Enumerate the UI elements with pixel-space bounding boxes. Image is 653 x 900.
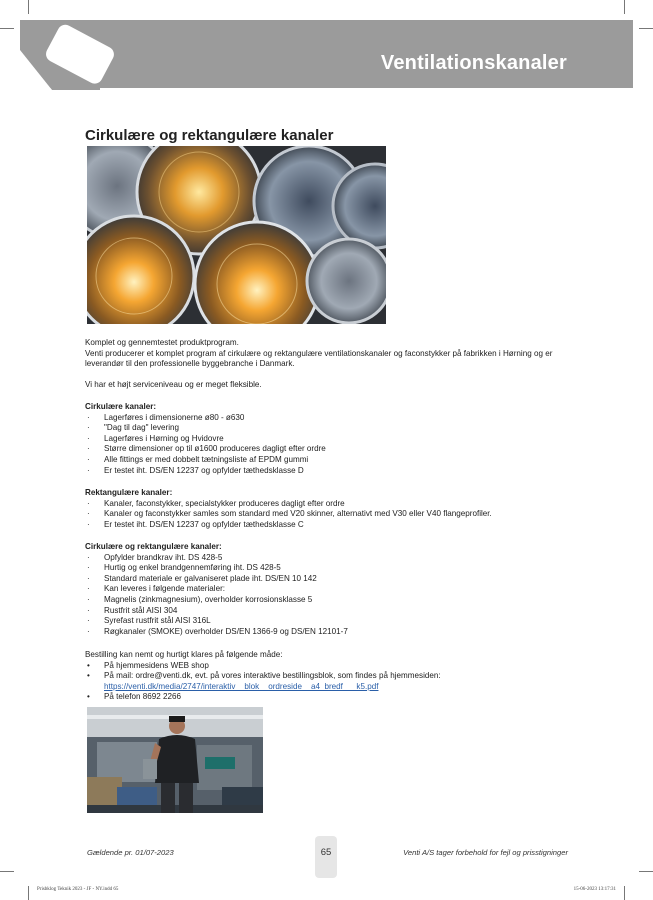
- ordering-intro: Bestilling kan nemt og hurtigt klares på følgende måde:: [85, 650, 283, 659]
- circular-section: [85, 402, 565, 476]
- list-item: · "Dag til dag" levering: [85, 423, 565, 434]
- ordering-mail: [85, 671, 565, 692]
- crop-mark: [624, 0, 625, 14]
- header-title: Ventilationskanaler: [380, 52, 567, 74]
- list-item: · Større dimensioner op til ø1600 produceres dagligt efter ordre: [85, 444, 565, 455]
- order-form-link[interactable]: https://venti.dk/media/2747/interaktiv__blok__ordreside__a4_bredf___k5.pdf: [104, 681, 379, 691]
- list-item: · Lagerføres i dimensionerne ø80 - ø630: [85, 413, 565, 424]
- section-title: Cirkulære og rektangulære kanaler: [85, 127, 334, 144]
- list-item: · Lagerføres i Hørning og Hvidovre: [85, 434, 565, 445]
- rectangular-section: [85, 488, 565, 530]
- crop-mark: [639, 871, 653, 872]
- print-slug-timestamp: 15-06-2023 13:17:31: [573, 887, 616, 892]
- crop-mark: [0, 28, 14, 29]
- circular-heading: Cirkulære kanaler:: [85, 402, 157, 411]
- page-number: 65: [320, 847, 332, 858]
- ordering-phone: [85, 692, 565, 703]
- footer-validity: Gældende pr. 01/07-2023: [87, 848, 174, 857]
- list-item: · Røgkanaler (SMOKE) overholder DS/EN 1366-9 og DS/EN 12101-7: [85, 627, 565, 638]
- crop-mark: [28, 886, 29, 900]
- list-item: · Kanaler, faconstykker, specialstykker produceres dagligt efter ordre: [85, 499, 565, 510]
- ordering-section: [85, 650, 565, 703]
- print-slug-file: Prisbklog Teknik 2023 - JF - NY.indd 65: [37, 887, 119, 892]
- ordering-mail-text: På mail: ordre@venti.dk, evt. på vores interaktive bestillingsblok, som findes på hjemmesiden:: [104, 671, 441, 681]
- list-item: · Syrefast rustfrit stål AISI 316L: [85, 616, 565, 627]
- ordering-web-text: På hjemmesidens WEB shop: [104, 660, 209, 670]
- list-item: · Magnelis (zinkmagnesium), overholder korrosionsklasse 5: [85, 595, 565, 606]
- duct-photo: [87, 146, 386, 324]
- list-item: · Standard materiale er galvaniseret plade iht. DS/EN 10 142: [85, 574, 565, 585]
- list-item: · Hurtig og enkel brandgennemføring iht. DS 428-5: [85, 563, 565, 574]
- crop-mark: [0, 871, 14, 872]
- rectangular-heading: Rektangulære kanaler:: [85, 488, 173, 497]
- both-heading: Cirkulære og rektangulære kanaler:: [85, 542, 222, 551]
- list-item: · Er testet iht. DS/EN 12237 og opfylder tæthedsklasse D: [85, 466, 565, 477]
- intro-line-3: Vi har et højt serviceniveau og er meget fleksible.: [85, 380, 262, 390]
- intro-line-2: Venti producerer et komplet program af cirkulære og rektangulære ventilationskanaler og faconstykker på fabrikken i Hørning og er leverandør til den professionelle byggebranche i Danmark.: [85, 348, 553, 369]
- crop-mark: [624, 886, 625, 900]
- list-item: · Opfylder brandkrav iht. DS 428-5: [85, 553, 565, 564]
- list-item: · Er testet iht. DS/EN 12237 og opfylder tæthedsklasse C: [85, 520, 565, 531]
- crop-mark: [639, 28, 653, 29]
- list-item: · Rustfrit stål AISI 304: [85, 606, 565, 617]
- footer-disclaimer: Venti A/S tager forbehold for fejl og prisstigninger: [403, 848, 568, 857]
- ordering-phone-text: På telefon 8692 2266: [104, 692, 181, 702]
- list-item: · Kan leveres i følgende materialer:: [85, 584, 565, 595]
- both-section: [85, 542, 565, 637]
- crop-mark: [28, 0, 29, 14]
- list-item: · Kanaler og faconstykker samles som standard med V20 skinner, alternativt med V30 eller V40 flangeprofiler.: [85, 509, 565, 520]
- ordering-web: [85, 661, 565, 672]
- list-item: · Alle fittings er med dobbelt tætningsliste af EPDM gummi: [85, 455, 565, 466]
- intro-block: [85, 338, 565, 391]
- intro-line-1: Komplet og gennemtestet produktprogram.: [85, 338, 239, 347]
- factory-worker-photo: [87, 707, 263, 813]
